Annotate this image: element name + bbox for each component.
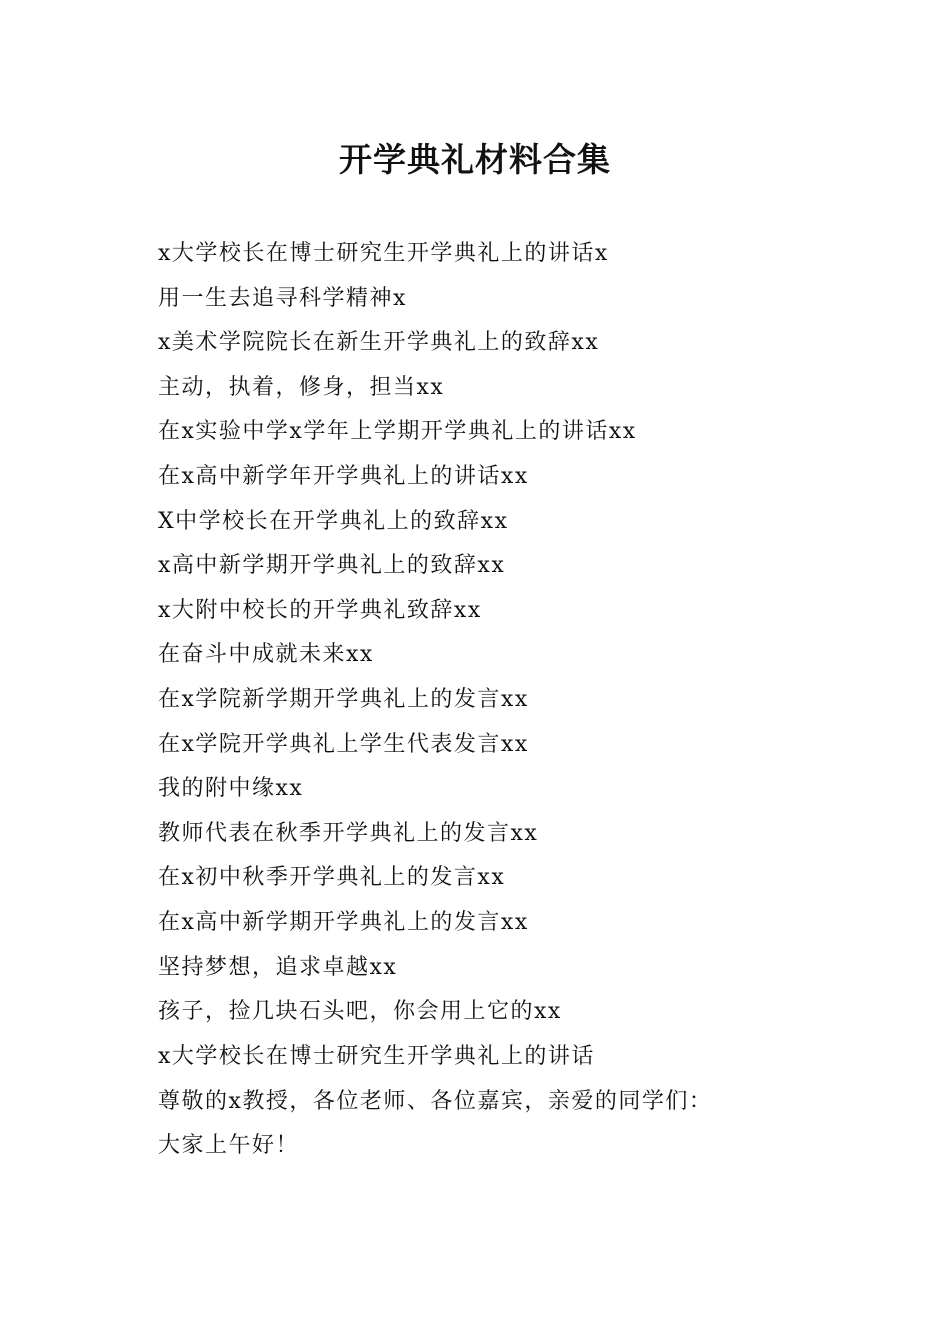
toc-item: 在x高中新学期开学典礼上的发言xx xyxy=(158,909,529,935)
toc-item: x高中新学期开学典礼上的致辞xx xyxy=(158,553,506,579)
toc-item: 在x初中秋季开学典礼上的发言xx xyxy=(158,865,506,891)
toc-item: x美术学院院长在新生开学典礼上的致辞xx xyxy=(158,330,600,356)
toc-item: X中学校长在开学典礼上的致辞xx xyxy=(158,508,509,534)
speech-heading: x大学校长在博士研究生开学典礼上的讲话 xyxy=(158,1044,595,1069)
toc-item: 用一生去追寻科学精神x xyxy=(158,285,407,311)
greeting: 大家上午好！ xyxy=(158,1133,300,1159)
toc-item: x大附中校长的开学典礼致辞xx xyxy=(158,597,482,623)
toc-item: 孩子，捡几块石头吧，你会用上它的xx xyxy=(158,999,562,1025)
toc-item: 主动，执着，修身，担当xx xyxy=(158,374,445,400)
document-title: 开学典礼材料合集 xyxy=(339,140,611,179)
toc-item: 在x学院新学期开学典礼上的发言xx xyxy=(158,686,529,712)
toc-item: 在x高中新学年开学典礼上的讲话xx xyxy=(158,463,529,489)
toc-item: 我的附中缘xx xyxy=(158,776,304,802)
toc-item: x大学校长在博士研究生开学典礼上的讲话x xyxy=(158,241,609,266)
toc-item: 在奋斗中成就未来xx xyxy=(158,642,374,668)
table-of-contents xyxy=(158,232,798,1035)
document-body xyxy=(158,1035,798,1169)
salutation: 尊敬的x教授，各位老师、各位嘉宾，亲爱的同学们： xyxy=(158,1088,713,1114)
toc-item: 坚持梦想，追求卓越xx xyxy=(158,954,398,980)
toc-item: 教师代表在秋季开学典礼上的发言xx xyxy=(158,820,539,846)
toc-item: 在x学院开学典礼上学生代表发言xx xyxy=(158,731,529,757)
toc-item: 在x实验中学x学年上学期开学典礼上的讲话xx xyxy=(158,419,637,445)
